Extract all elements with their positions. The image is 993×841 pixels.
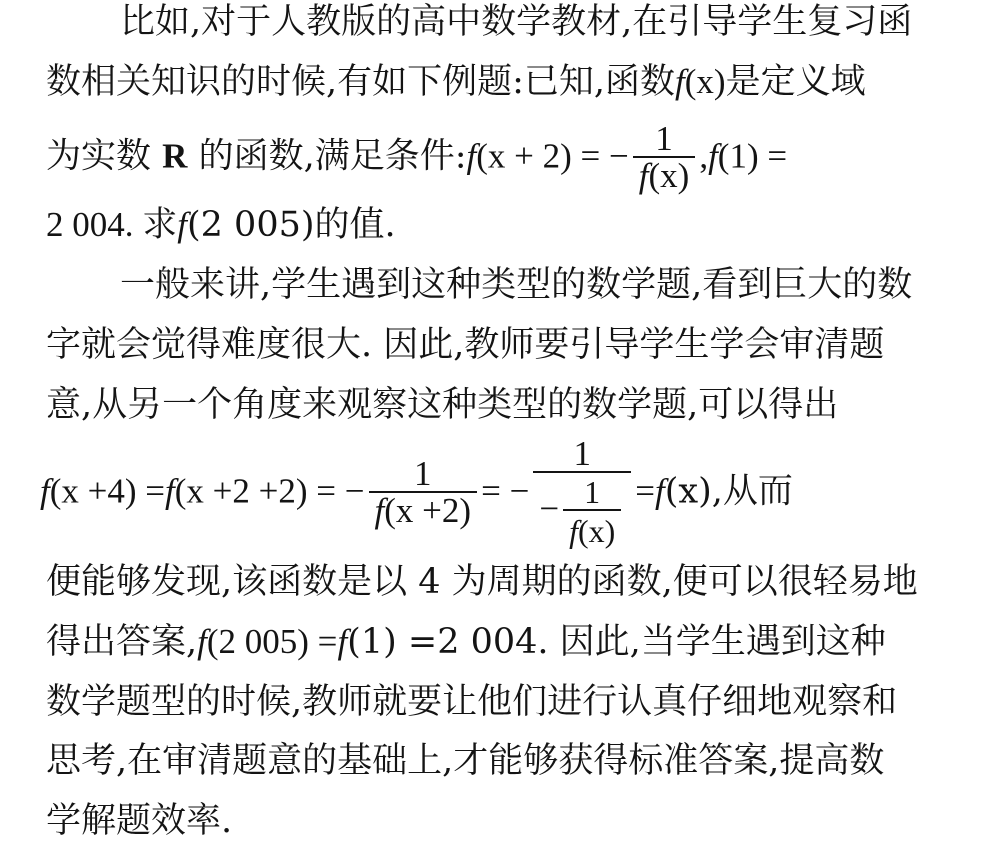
- fraction-denominator: [533, 473, 631, 549]
- text-run: 一般来讲,学生遇到这种类型的数学题,看到巨大的数: [120, 265, 913, 305]
- math-expression: =: [635, 471, 656, 511]
- math-function-f: f: [708, 136, 718, 176]
- paragraph-1-line-4: [46, 205, 993, 245]
- math-argument: (x): [577, 513, 616, 549]
- math-expression: = −: [481, 471, 530, 511]
- text-run: 为实数: [46, 136, 152, 177]
- math-real-numbers: R: [162, 136, 188, 176]
- math-function-f: f: [337, 622, 348, 661]
- math-expression: (2 005) =: [206, 622, 338, 661]
- math-expression: (1) =: [717, 136, 788, 176]
- fraction-numerator: 1: [533, 437, 631, 473]
- text-run: 得出答案,: [46, 622, 198, 662]
- text-run: (1) =2 004. 因此,当学生遇到这种: [347, 622, 886, 662]
- paragraph-1-line-3: [46, 119, 993, 196]
- paragraph-2-line-8: [46, 741, 993, 781]
- math-function-f: f: [40, 471, 50, 511]
- paragraph-1-line-1: [120, 2, 993, 42]
- fraction-denominator: [633, 158, 696, 194]
- minus-sign: −: [539, 489, 560, 529]
- math-function-f: f: [197, 622, 207, 661]
- math-function-f: f: [374, 491, 385, 530]
- text-run: 是定义域: [725, 62, 866, 102]
- math-function-f: f: [466, 136, 477, 176]
- math-function-f: f: [165, 471, 175, 511]
- text-run: 的函数,满足条件:: [198, 136, 467, 177]
- paragraph-2-line-6: [46, 622, 993, 662]
- math-argument: (x): [684, 62, 726, 101]
- paragraph-2-line-3: [46, 385, 993, 425]
- paragraph-2-line-9: [46, 801, 993, 841]
- fraction-numerator: 1: [633, 122, 696, 158]
- fraction-numerator: 1: [369, 457, 478, 493]
- math-expression: (x +2 +2) = −: [174, 471, 365, 511]
- text-run: 学解题效率.: [46, 801, 233, 841]
- paragraph-1-line-2: [46, 62, 993, 102]
- paragraph-2-line-5: [46, 562, 993, 602]
- paragraph-2-line-7: [46, 682, 993, 722]
- math-fraction: [369, 454, 478, 530]
- math-function-f: f: [655, 471, 665, 511]
- paragraph-2-line-1: [120, 265, 993, 305]
- text-run: 数学题型的时候,教师就要让他们进行认真仔细地观察和: [46, 682, 898, 722]
- punctuation: ,: [699, 136, 709, 176]
- fraction-denominator: [563, 511, 621, 549]
- math-fraction: [633, 119, 696, 195]
- text-run: 思考,在审清题意的基础上,才能够获得标准答案,提高数: [46, 741, 885, 781]
- text-run: (x),从而: [664, 471, 793, 512]
- math-expression: (x + 2) = −: [476, 136, 629, 176]
- math-expression: (x +4) =: [49, 471, 166, 511]
- text-run: 数相关知识的时候,有如下例题:已知,函数: [46, 62, 676, 102]
- text-run: 2 004. 求: [46, 205, 178, 244]
- math-function-f: f: [638, 156, 649, 195]
- text-run: (2 005)的值.: [187, 205, 396, 245]
- display-equation: [40, 434, 993, 557]
- text-run: 比如,对于人教版的高中数学教材,在引导学生复习函: [120, 2, 913, 42]
- math-argument: (x): [648, 156, 690, 195]
- math-inner-fraction: [563, 475, 621, 549]
- math-function-f: f: [177, 205, 187, 244]
- text-run: 字就会觉得难度很大. 因此,教师要引导学生学会审清题: [46, 325, 885, 365]
- math-argument: (x +2): [384, 491, 472, 530]
- text-run: 便能够发现,该函数是以 4 为周期的函数,便可以很轻易地: [46, 562, 918, 602]
- paragraph-2-line-2: [46, 325, 993, 365]
- math-function-f: f: [569, 513, 578, 549]
- math-nested-fraction: [533, 434, 631, 549]
- text-run: 意,从另一个角度来观察这种类型的数学题,可以得出: [46, 385, 839, 425]
- fraction-denominator: [369, 493, 478, 529]
- math-function-f: f: [675, 62, 685, 101]
- fraction-numerator: 1: [563, 475, 621, 511]
